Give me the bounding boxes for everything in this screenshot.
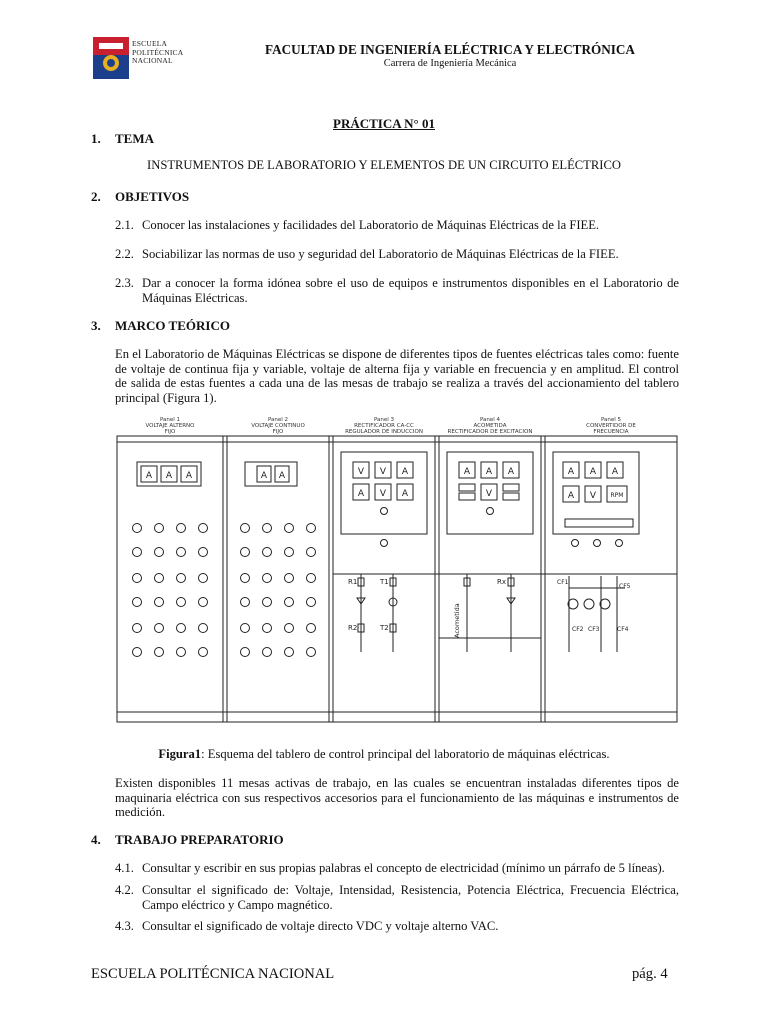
control-knob xyxy=(285,598,294,607)
university-logo xyxy=(93,37,129,79)
panel-5-label: CONVERTIDOR DE xyxy=(586,423,636,429)
control-knob xyxy=(263,598,272,607)
voltmeter-label: V xyxy=(379,467,387,477)
control-knob xyxy=(263,624,272,633)
control-knob xyxy=(199,624,208,633)
panel-2-label: VOLTAJE CONTINUO xyxy=(251,423,305,429)
ammeter-label: A xyxy=(185,471,193,481)
section-4-title: TRABAJO PREPARATORIO xyxy=(115,832,284,847)
university-name-line: ESCUELA xyxy=(132,39,168,48)
objective-number: 2.3. xyxy=(115,276,134,290)
control-knob xyxy=(285,524,294,533)
ammeter-label: A xyxy=(567,467,575,477)
task-text: Consultar y escribir en sus propias palabras el concepto de electricidad (mínimo un párrafo de 5 líneas). xyxy=(142,861,665,875)
control-knob xyxy=(307,524,316,533)
objective-number: 2.2. xyxy=(115,247,134,261)
control-knob xyxy=(133,574,142,583)
ammeter-label: A xyxy=(165,471,173,481)
ammeter-label: A xyxy=(145,471,153,481)
control-knob xyxy=(133,524,142,533)
page-number: pág. 4 xyxy=(632,966,668,982)
ammeter-label: A xyxy=(485,467,493,477)
control-knob xyxy=(155,624,164,633)
ammeter-label: A xyxy=(401,467,409,477)
ammeter-label: A xyxy=(507,467,515,477)
faculty-title: FACULTAD DE INGENIERÍA ELÉCTRICA Y ELECTRÓNICA xyxy=(265,42,635,57)
control-knob xyxy=(199,598,208,607)
control-knob xyxy=(285,648,294,657)
resistor-label: R2 xyxy=(348,624,358,632)
control-knob xyxy=(177,598,186,607)
control-knob xyxy=(133,598,142,607)
panel-3-label: RECTIFICADOR CA-CC xyxy=(354,423,414,429)
ammeter-label: A xyxy=(260,471,268,481)
control-knob xyxy=(133,648,142,657)
panel-3-label: REGULADOR DE INDUCCION xyxy=(345,429,423,435)
task-number: 4.1. xyxy=(115,861,134,875)
panel-1-label: VOLTAJE ALTERNO xyxy=(145,423,195,429)
objective-text: Dar a conocer la forma idónea sobre el uso de equipos e instrumentos disponibles en el Laboratorio de Máquinas Eléctricas. xyxy=(142,276,679,305)
control-knob xyxy=(177,624,186,633)
control-knob xyxy=(263,648,272,657)
control-knob xyxy=(307,574,316,583)
practice-title: PRÁCTICA N° 01 xyxy=(333,116,435,131)
control-panel-diagram xyxy=(115,412,679,728)
control-knob xyxy=(307,598,316,607)
control-knob xyxy=(263,574,272,583)
ammeter-label: A xyxy=(401,489,409,499)
task-number: 4.3. xyxy=(115,919,134,933)
transformer-label: T1 xyxy=(380,578,389,586)
task-number: 4.2. xyxy=(115,883,134,897)
theory-paragraph-1: En el Laboratorio de Máquinas Eléctricas se dispone de diferentes tipos de fuentes eléctricas tales como: fuente de voltaje de continua fija y variable, voltaje de alterna fija y variable en frecuencia y en amplitud. El control de salida de estas fuentes a cada una de las mesas de trabajo se realiza a través del accionamiento del tablero principal (Figura 1). xyxy=(115,347,679,405)
university-name-line: NACIONAL xyxy=(132,56,173,65)
cf-label: CF3 xyxy=(588,626,600,633)
theory-paragraph-2: Existen disponibles 11 mesas activas de trabajo, en las cuales se encuentran instaladas diferentes tipos de maquinaria eléctrica con sus respectivos accesorios para el funcionamiento de las máquinas e instrumentos de medición. xyxy=(115,776,679,819)
resistor-label: Rx xyxy=(497,578,507,586)
career-subtitle: Carrera de Ingeniería Mecánica xyxy=(383,58,517,69)
panel-4-label: ACOMETIDA xyxy=(473,423,507,429)
control-knob xyxy=(199,648,208,657)
control-knob xyxy=(177,648,186,657)
control-knob xyxy=(307,624,316,633)
voltmeter-label: V xyxy=(379,489,387,499)
ammeter-label: A xyxy=(278,471,286,481)
control-knob xyxy=(263,548,272,557)
section-1-title: TEMA xyxy=(115,131,154,146)
control-knob xyxy=(241,548,250,557)
control-knob xyxy=(241,574,250,583)
ammeter-label: A xyxy=(357,489,365,499)
cf-label: CF5 xyxy=(619,583,631,590)
figure-caption-label: Figura1 xyxy=(158,747,202,761)
control-knob xyxy=(155,648,164,657)
panel-1-label: FIJO xyxy=(164,429,176,435)
voltmeter-label: V xyxy=(589,491,597,501)
panel-4-label: RECTIFICADOR DE EXCITACION xyxy=(447,429,533,435)
panel-2-label: Panel 2 xyxy=(267,417,289,423)
panel-3-label: Panel 3 xyxy=(373,417,395,423)
panel-5-label: FRECUENCIA xyxy=(593,429,629,435)
transformer-label: T2 xyxy=(380,624,389,632)
objective-text: Conocer las instalaciones y facilidades del Laboratorio de Máquinas Eléctricas de la FIEE. xyxy=(142,218,600,232)
objective-text: Sociabilizar las normas de uso y seguridad del Laboratorio de Máquinas Eléctricas de la FIEE. xyxy=(142,247,619,261)
control-knob xyxy=(199,548,208,557)
control-knob xyxy=(155,548,164,557)
cf-label: CF4 xyxy=(617,626,629,633)
section-3-title: MARCO TEÓRICO xyxy=(115,318,230,333)
objective-number: 2.1. xyxy=(115,218,134,232)
voltmeter-label: V xyxy=(485,489,493,499)
footer-institution: ESCUELA POLITÉCNICA NACIONAL xyxy=(91,966,335,982)
control-knob xyxy=(155,598,164,607)
control-knob xyxy=(199,574,208,583)
control-knob xyxy=(177,524,186,533)
topic-text: INSTRUMENTOS DE LABORATORIO Y ELEMENTOS DE UN CIRCUITO ELÉCTRICO xyxy=(147,158,621,172)
cf-label: CF1 xyxy=(557,579,569,586)
control-knob xyxy=(241,524,250,533)
ammeter-label: A xyxy=(589,467,597,477)
ammeter-label: A xyxy=(567,491,575,501)
control-knob xyxy=(241,648,250,657)
control-knob xyxy=(133,548,142,557)
panel-4-label: Panel 4 xyxy=(479,417,501,423)
panel-5-label: Panel 5 xyxy=(600,417,622,423)
cf-label: CF2 xyxy=(572,626,584,633)
control-knob xyxy=(285,548,294,557)
resistor-label: R1 xyxy=(348,578,358,586)
ammeter-label: A xyxy=(463,467,471,477)
panel-2-label: FIJO xyxy=(272,429,284,435)
control-knob xyxy=(155,574,164,583)
rpm-meter-label: RPM xyxy=(610,492,624,499)
figure-caption xyxy=(0,747,768,762)
section-2-number: 2. xyxy=(91,189,101,204)
control-knob xyxy=(177,548,186,557)
control-knob xyxy=(307,648,316,657)
control-knob xyxy=(241,598,250,607)
section-1-number: 1. xyxy=(91,131,101,146)
control-knob xyxy=(155,524,164,533)
control-knob xyxy=(285,574,294,583)
section-3-number: 3. xyxy=(91,318,101,333)
control-knob xyxy=(133,624,142,633)
ammeter-label: A xyxy=(611,467,619,477)
control-knob xyxy=(241,624,250,633)
section-2-title: OBJETIVOS xyxy=(115,189,190,204)
section-4-number: 4. xyxy=(91,832,101,847)
control-knob xyxy=(307,548,316,557)
control-knob xyxy=(285,624,294,633)
figure-caption-text: : Esquema del tablero de control principal del laboratorio de máquinas eléctricas. xyxy=(201,747,610,761)
task-text: Consultar el significado de: Voltaje, Intensidad, Resistencia, Potencia Eléctrica, Frecuencia Eléctrica, Campo eléctrico y Campo magnético. xyxy=(142,883,679,912)
control-knob xyxy=(177,574,186,583)
task-text: Consultar el significado de voltaje directo VDC y voltaje alterno VAC. xyxy=(142,919,499,933)
university-name-line: POLITÉCNICA xyxy=(132,47,184,57)
acometida-label: Acometida xyxy=(453,603,461,638)
panel-1-label: Panel 1 xyxy=(159,417,181,423)
control-knob xyxy=(263,524,272,533)
control-knob xyxy=(199,524,208,533)
voltmeter-label: V xyxy=(357,467,365,477)
